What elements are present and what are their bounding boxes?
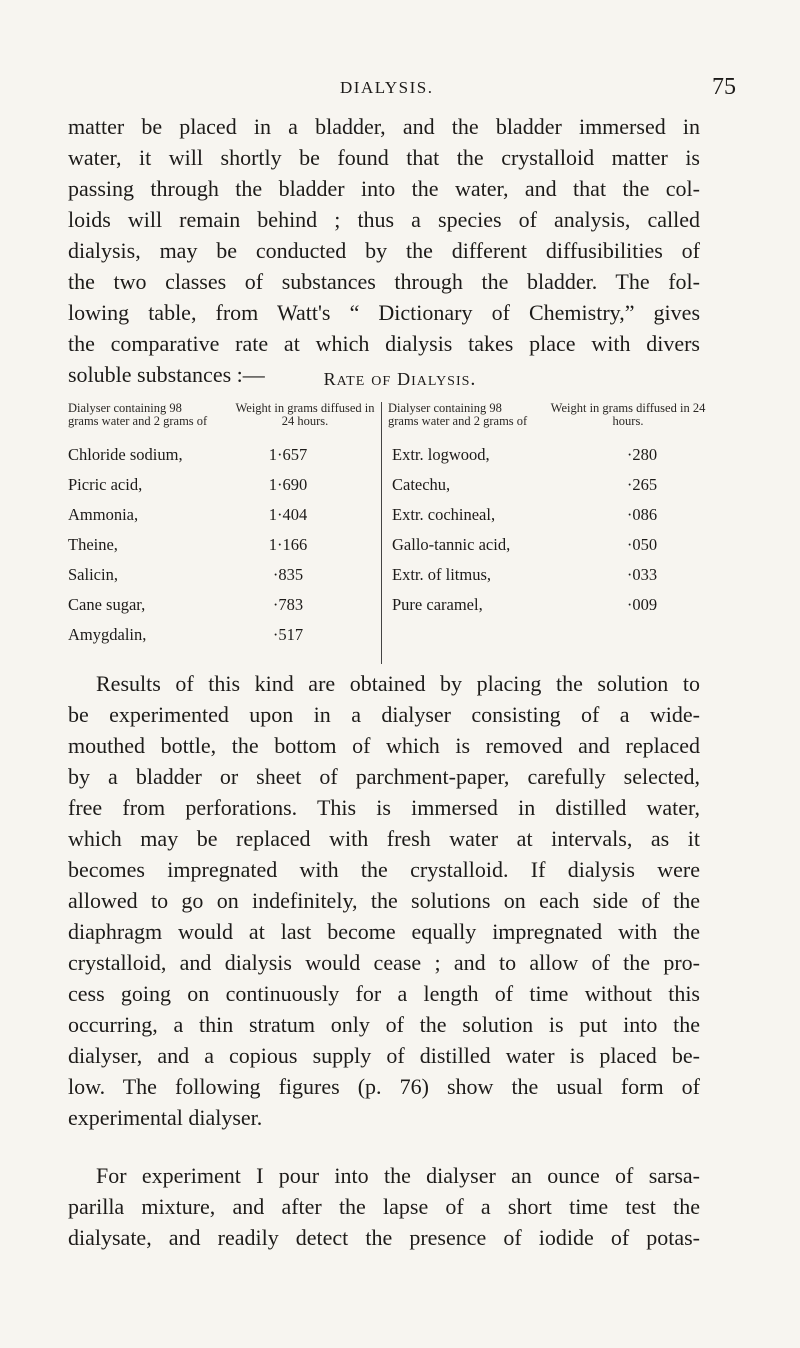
text-line: Results of this kind are obtained by placing the solution to [96,671,700,696]
text-line: For experiment I pour into the dialyser an ounce of sarsa- [96,1163,700,1188]
text-line: which may be replaced with fresh water at intervals, as it [68,826,700,851]
text-line: becomes impregnated with the crystalloid. If dialysis were [68,857,700,882]
diffused-weight: 1·690 [268,475,308,494]
text-line: mouthed bottle, the bottom of which is removed and replaced [68,733,700,758]
diffused-weight: 1·404 [268,505,308,524]
text-line: dialysate, and readily detect the presence of iodide of potas- [68,1225,700,1250]
substance-name: Cane sugar, [68,595,146,614]
text-line: crystalloid, and dialysis would cease ; and to allow of the pro- [68,950,700,975]
column-header-substance-left: Dialyser containing 98 grams water and 2 grams of [68,401,208,428]
text-line: passing through the bladder into the water, and that the col- [68,176,700,201]
substance-name: Catechu, [392,475,451,494]
paragraph-2 [68,668,700,1133]
diffused-weight: ·280 [626,445,658,464]
text-line: experimental dialyser. [68,1105,263,1130]
diffused-weight: ·265 [626,475,658,494]
running-title: DIALYSIS. [340,78,434,97]
text-line: free from perforations. This is immersed in distilled water, [68,795,700,820]
paragraph-3 [68,1160,700,1253]
substance-name: Pure caramel, [392,595,483,614]
substance-name: Extr. cochineal, [392,505,496,524]
column-header-substance-right: Dialyser containing 98 grams water and 2 grams of [388,401,528,428]
substance-name: Theine, [68,535,118,554]
text-line: water, it will shortly be found that the crystalloid matter is [68,145,700,170]
diffused-weight: ·050 [626,535,658,554]
table-title-part: ate of [336,368,398,390]
text-line: cess going on continuously for a length of time without this [68,981,700,1006]
diffused-weight: ·033 [626,565,658,584]
page-number: 75 [712,74,736,100]
text-line: dialysis, may be conducted by the different diffusibilities of [68,238,700,263]
text-line: be experimented upon in a dialyser consisting of a wide- [68,702,700,727]
diffused-weight: ·835 [272,565,304,584]
table-title-initial: D [397,369,412,389]
substance-name: Amygdalin, [68,625,147,644]
substance-name: Gallo-tannic acid, [392,535,511,554]
text-line: soluble substances :— [68,362,265,387]
text-line: the comparative rate at which dialysis takes place with divers [68,331,700,356]
diffused-weight: ·783 [272,595,304,614]
text-line: the two classes of substances through the bladder. The fol- [68,269,700,294]
text-line: diaphragm would at last become equally impregnated with the [68,919,700,944]
table-title-initial: R [323,369,337,389]
page-header [0,74,800,108]
text-line: occurring, a thin stratum only of the solution is put into the [68,1012,700,1037]
diffused-weight: ·086 [626,505,658,524]
text-line: loids will remain behind ; thus a species of analysis, called [68,207,700,232]
text-line: matter be placed in a bladder, and the bladder immersed in [68,114,700,139]
text-line: by a bladder or sheet of parchment-paper, carefully selected, [68,764,700,789]
diffused-weight: ·517 [272,625,304,644]
substance-name: Picric acid, [68,475,143,494]
substance-name: Extr. of litmus, [392,565,491,584]
column-divider [381,402,382,664]
text-line: parilla mixture, and after the lapse of a short time test the [68,1194,700,1219]
substance-name: Extr. logwood, [392,445,490,464]
substance-name: Ammonia, [68,505,139,524]
text-line: allowed to go on indefinitely, the solutions on each side of the [68,888,700,913]
table-title [0,368,800,391]
column-header-weight-left: Weight in grams diffused in 24 hours. [235,401,375,428]
text-line: lowing table, from Watt's “ Dictionary of Chemistry,” gives [68,300,700,325]
column-header-weight-right: Weight in grams diffused in 24 hours. [550,401,706,428]
substance-name: Salicin, [68,565,118,584]
text-line: low. The following figures (p. 76) show the usual form of [68,1074,700,1099]
substance-name: Chloride sodium, [68,445,183,464]
table-title-part: ialysis. [411,368,477,390]
text-line: dialyser, and a copious supply of distilled water is placed be- [68,1043,700,1068]
diffused-weight: ·009 [626,595,658,614]
dialysis-rate-table [68,402,708,670]
diffused-weight: 1·657 [268,445,308,464]
diffused-weight: 1·166 [268,535,308,554]
paragraph-1 [68,111,700,390]
